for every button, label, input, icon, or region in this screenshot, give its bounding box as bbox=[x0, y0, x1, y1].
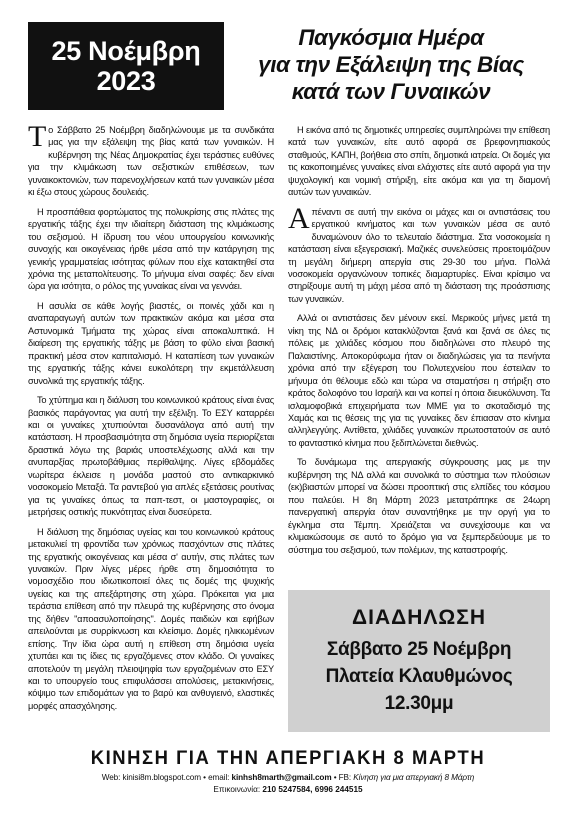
facebook-label: FB: bbox=[338, 773, 352, 782]
paragraph: Η ασυλία σε κάθε λογής βιαστές, οι ποινές χάδι και η αναπαραγωγή αυτών των πρακτικών ακόμα και μέσα στα Αστυνομικά Τμήματα της χώρας είναι αποκαλυπτικά. Η διαίρεση της εργατικής τάξης με βάση το φύλο είναι βασική πρακτική μέσα στον καπιταλισμό. Η καταπίεση των γυναικών της εργατικής τάξης κάνει ευκολότερη την εκμετάλλευση συνολικά της εργατικής τάξης. bbox=[28, 300, 274, 386]
organization-name: ΚΙΝΗΣΗ ΓΙΑ ΤΗΝ ΑΠΕΡΓΙΑΚΗ 8 ΜΑΡΤΗ bbox=[90, 748, 486, 769]
footer-contact bbox=[28, 785, 548, 794]
paragraph: Η προσπάθεια φορτώματος της πολυκρίσης στις πλάτες της εργατικής τάξης έχει την ιδιαίτερη διάσταση της κλιμάκωσης του σεξισμού. Η ίδρυση του νέου υπουργείου κοινωνικής συνοχής και οικογένειας ήρθε μέσα από την κατάργηση της γενικής γραμματείας ισότητας φύλων που είχε κατακτηθεί στα χρόνια της μεταπολίτευσης. Το μήνυμα είναι σαφές: δεν είναι ώρα για ισότητα, ο ρόλος της γυναίκας είναι να γεννάει. bbox=[28, 206, 274, 292]
contact-phones: 210 5247584, 6996 244515 bbox=[262, 785, 363, 794]
right-column bbox=[288, 124, 550, 563]
paragraph bbox=[288, 201, 550, 306]
paragraph: Η εικόνα από τις δημοτικές υπηρεσίες συμπληρώνει την επίθεση κατά των γυναικών, είτε αυτό αφορά σε βρεφονηπιακούς σταθμούς, ΚΑΠΗ, βοήθεια στο σπίτι, δημοτικά ιατρεία. Οι δομές για τις κακοποιημένες γυναίκες είναι ελάχιστες είτε αυτό αφορά για την ψυχολογική και νομική στήριξη, είτε ακόμα και για τη διαμονή αυτών των γυναικών. bbox=[288, 125, 550, 198]
demo-date: Σάββατο 25 Νοέμβρη bbox=[326, 638, 512, 660]
header bbox=[28, 22, 548, 110]
demo-time: 12.30μμ bbox=[384, 692, 454, 714]
web-label: Web: bbox=[101, 773, 121, 782]
paragraph-text: ο Σάββατο 25 Νοέμβρη διαδηλώνουμε με τα συνδικάτα μας για την εξάλειψη της βίας κατά των γυναικών. Η κυβέρνηση της Νέας Δημοκρατίας έχει τεράστιες ευθύνες για την κλιμάκωση των σεξιστικών επιθέσεων, των γυναικοκτονιών, των παρενοχλήσεων κατά των γυναικών μέσα κι έξω στους χώρους δουλειάς. bbox=[28, 125, 274, 198]
contact-label: Επικοινωνία: bbox=[213, 785, 261, 794]
footer-links bbox=[28, 773, 548, 782]
paragraph-text: πέναντι σε αυτή την εικόνα οι μάχες και οι αντιστάσεις του εργατικού κινήματος και των γυναικών μέσα σε αυτό δυναμώνουν όλο το τελευταίο διάστημα. Στα νοσοκομεία η κατάσταση είναι εξεγερσιακή. Μαζικές συνελεύσεις προετοιμάζουν τη μεγάλη διήμερη απεργία στις 29-30 του μήνα. Πολλά νοσοκομεία οργανώνουν τοπικές διαμαρτυρίες. Είναι κρίσιμο να στηρίξουμε αυτή τη μάχη μέσα από τη διάσταση της προάσπισης των γυναικών. bbox=[288, 206, 550, 304]
demo-location: Πλατεία Κλαυθμώνος bbox=[325, 665, 513, 687]
title-line-3: κατά των Γυναικών bbox=[291, 79, 491, 104]
demonstration-box bbox=[288, 590, 550, 732]
paragraph bbox=[28, 120, 274, 199]
date-line: 25 Νοέμβρη bbox=[51, 36, 201, 66]
title-line-2: για την Εξάλειψη της Βίας bbox=[258, 52, 524, 77]
email-link[interactable]: kinhsh8marth@gmail.com bbox=[231, 773, 332, 782]
paragraph: Το χτύπημα και η διάλυση του κοινωνικού κράτους είναι ένας βασικός παράγοντας για αυτή την εξέλιξη. Το ΕΣΥ καταρρέει και οι γυναίκες χτυπιούνται δυσανάλογα από αυτή την κατάσταση. Η προσβασιμότητα στη δημόσια υγεία περιορίζεται δραστικά λόγω της βαριάς υποστελέχωσης αλλά και την ανυπαρξίας πρωτοβάθμιας περίθαλψης. Λίγες εβδομάδες νωρίτερα έκλεισε η μονάδα μαστού στο αντικαρκινικό νοσοκομείο Μεταξά. Τα ραντεβού για απλές εξετάσεις ρουτίνας για τις γυναίκες όπως τα παπ-τεστ, οι μαστογραφίες, οι μετρήσεις οστικής πυκνότητας είναι δυσεύρετα. bbox=[28, 395, 274, 518]
date-box bbox=[28, 22, 224, 110]
title-line-1: Παγκόσμια Ημέρα bbox=[298, 25, 484, 50]
website-link[interactable]: kinisi8m.blogspot.com bbox=[122, 773, 201, 782]
year-line: 2023 bbox=[96, 66, 156, 96]
paragraph: Αλλά οι αντιστάσεις δεν μένουν εκεί. Μερικούς μήνες μετά τη νίκη της ΝΔ οι δρόμοι κατακλύζονται ξανά και ξανά σε όλες τις πόλεις με χιλιάδες κόσμου που διαδηλώνει στο πλευρό της Παλαιστίνης. Αποκορύφωμα ήταν οι διαδηλώσεις για τα πενήντα χρόνια από την εξέγερση του Πολυτεχνείου που έστειλαν το μήνυμα ότι θέλουμε εδώ και τώρα να σταματήσει η στήριξη στο κράτος δολοφόνο του Ισραήλ και να κοπεί η όποια διευκόλυνση. Τα ισλαμοφοβικά επιχειρήματα των ΜΜΕ για το σκοταδισμό της Χαμάς και τις θέσεις της για τις γυναίκες δεν έπιασαν στο κίνημα αλληλεγγύης. Αντίθετα, χιλιάδες γυναικών πρωτοστατούν σε αυτό το φανταστικό κίνημα που ξεδιπλώνεται διεθνώς. bbox=[288, 313, 550, 448]
drop-cap: Α bbox=[288, 201, 310, 235]
paragraph: Η διάλυση της δημόσιας υγείας και του κοινωνικού κράτους μετακυλιεί τη φροντίδα των χρόνιως πασχόντων στις πλάτες της εργατικής οικογένειας και μέσα σ' αυτήν, στις πλάτες των γυναικών. Πριν λίγες μέρες ήρθε στη δημοσιότητα το νομοσχέδιο που ιδιωτικοποιεί όλες τις δομές της ψυχικής υγείας και της απεξάρτησης στη χώρα. Πρόκειται για μια τεράστια επίθεση από την πλευρά της κυβέρνησης στο όνομα της δήθεν "αποασυλοποίησης". Δομές παιδιών και εφήβων απειλούνται με συρρίκνωση και κλείσιμο. Δομές ηλικιωμένων επίσης. Την ίδια ώρα αυτή η επίθεση στη δημόσια υγεία χτυπάει και τις ίδιες τις εργαζόμενες στον κλάδο. Οι γυναίκες αποτελούν τη μεγάλη πλειοψηφία των εργαζομένων στο ΕΣΥ και το υπουργείο τους επιφυλάσσει απολύσεις, μετακινήσεις, κόψιμο των επιδομάτων για το βαρύ και ανθυγιεινό, ελαστικές μορφές απασχόλησης. bbox=[28, 526, 274, 711]
paragraph: Το δυνάμωμα της απεργιακής σύγκρουσης μας με την κυβέρνηση της ΝΔ αλλά και συνολικά το σύστημα των πλούσιων (εκ)βιαστών μπορεί να δώσει προοπτική στις ελπίδες του κόσμου που παλεύει. Η 8η Μάρτη 2023 μετατράπηκε σε 24ωρη πανεργατική απεργία όταν συναντήθηκε με την οργή για το έγκλημα στα Τέμπη. Χρειάζεται να συνεχίσουμε και να κλιμακώσουμε σε αυτό το δρόμο για να ξεμπερδεύουμε με το σύστημα του σεξισμού, των πολέμων, της καταστροφής. bbox=[288, 457, 550, 555]
email-label: email: bbox=[208, 773, 230, 782]
bullet-separator: • bbox=[203, 773, 206, 782]
facebook-link[interactable]: Κίνηση για μια απεργιακή 8 Μάρτη bbox=[353, 773, 475, 782]
drop-cap: Τ bbox=[28, 120, 47, 153]
page-title bbox=[234, 24, 548, 105]
left-column bbox=[28, 120, 274, 719]
bullet-separator: • bbox=[333, 773, 337, 782]
demo-label: ΔΙΑΔΗΛΩΣΗ bbox=[352, 605, 486, 629]
